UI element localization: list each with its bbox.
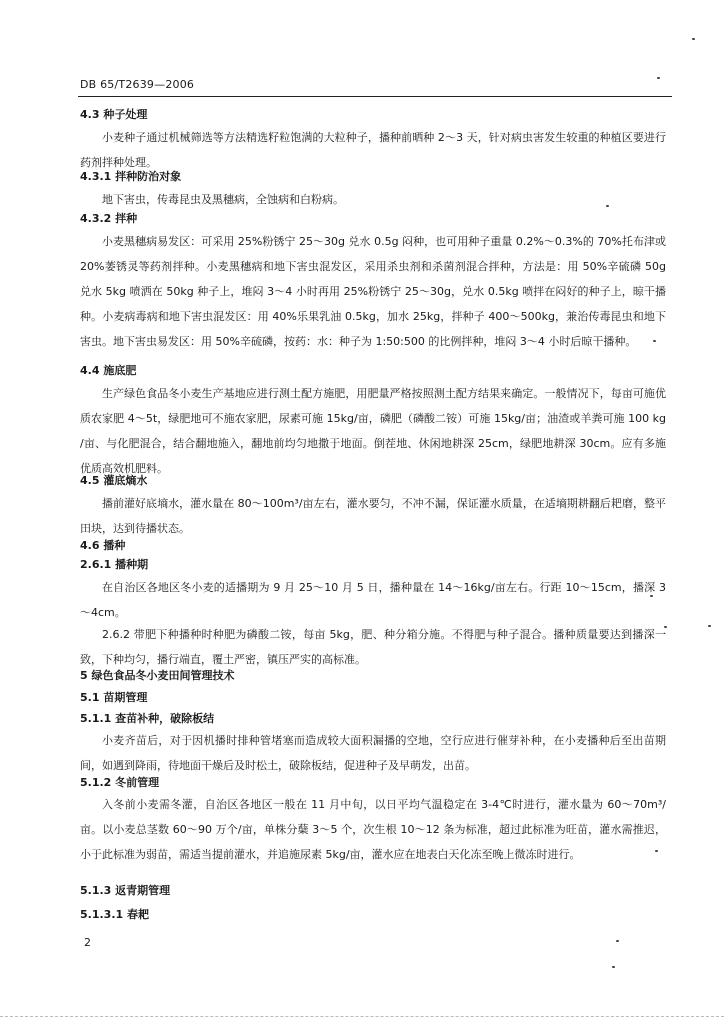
- page-number: 2: [84, 936, 91, 949]
- paragraph-4-3: 小麦种子通过机械筛选等方法精选籽粒饱满的大粒种子，播种前晒种 2～3 天，针对病虫害发生较重的种植区要进行药剂拌种处理。: [80, 131, 666, 169]
- scan-edge: [0, 1016, 724, 1017]
- standard-code: DB 65/T2639—2006: [80, 78, 195, 91]
- paragraph-4-3-1: 地下害虫，传毒昆虫及黑穗病，全蚀病和白粉病。: [102, 193, 344, 206]
- paragraph-5-1-2: 入冬前小麦需冬灌，自治区各地区一般在 11 月中旬，以日平均气温稳定在 3-4℃时进行，灌水量为 60～70m³/亩。以小麦总茎数 60～90 万个/亩，单株分蘖 3～5 个，次生根 10～12 条为标准，超过此标准为旺苗，灌水需推迟，小于此标准为弱苗，需适当提前灌水，并追施尿素 5kg/亩，灌水应在地表白天化冻至晚上微冻时进行。: [80, 798, 666, 861]
- heading-4-3-1: 4.3.1 拌种防治对象: [80, 170, 182, 183]
- heading-2-6-1: 2.6.1 播种期: [80, 558, 149, 571]
- heading-4-3: 4.3 种子处理: [80, 108, 148, 121]
- heading-4-6: 4.6 播种: [80, 539, 126, 552]
- heading-5-1-3-1: 5.1.3.1 春耙: [80, 908, 149, 921]
- heading-5-1-1: 5.1.1 查苗补种，破除板结: [80, 712, 215, 725]
- scan-speck: [653, 340, 656, 342]
- scan-speck: [664, 626, 667, 628]
- heading-5-1: 5.1 苗期管理: [80, 691, 148, 704]
- heading-5-1-3: 5.1.3 返青期管理: [80, 884, 171, 897]
- scan-speck: [655, 850, 658, 852]
- scan-speck: [692, 38, 695, 40]
- scan-speck: [612, 966, 615, 968]
- heading-4-5: 4.5 灌底熵水: [80, 474, 148, 487]
- scan-speck: [650, 595, 653, 597]
- scan-speck: [657, 77, 660, 79]
- heading-5-1-2: 5.1.2 冬前管理: [80, 776, 160, 789]
- scan-speck: [606, 205, 609, 207]
- heading-4-3-2: 4.3.2 拌种: [80, 212, 138, 225]
- paragraph-2-6-2: 2.6.2 带肥下种播种时种肥为磷酸二铵，每亩 5kg，肥、种分箱分施。不得肥与种子混合。播种质量要达到播深一致，下种均匀，播行端直，覆土严密，镇压严实的高标准。: [80, 628, 666, 666]
- scan-speck: [616, 940, 619, 942]
- header-rule: [78, 96, 672, 97]
- paragraph-2-6-1: 在自治区各地区冬小麦的适播期为 9 月 25～10 月 5 日，播种量在 14～16kg/亩左右。行距 10～15cm，播深 3～4cm。: [80, 581, 666, 619]
- scan-speck: [708, 625, 711, 627]
- heading-4-4: 4.4 施底肥: [80, 364, 137, 377]
- heading-5: 5 绿色食品冬小麦田间管理技术: [80, 669, 235, 682]
- paragraph-4-4: 生产绿色食品冬小麦生产基地应进行测土配方施肥，用肥量严格按照测土配方结果来确定。一般情况下，每亩可施优质农家肥 4～5t，绿肥地可不施农家肥，尿素可施 15kg/亩，磷肥（磷酸二铵）可施 15kg/亩；油渣或羊粪可施 100 kg /亩、与化肥混合，结合翻地施入，翻地前均匀地撒于地面。倒茬地、休闲地耕深 25cm，绿肥地耕深 30cm。应有多施优质高效机肥料。: [80, 387, 666, 475]
- paragraph-4-3-2: 小麦黑穗病易发区：可采用 25%粉锈宁 25～30g 兑水 0.5g 闷种，也可用种子重量 0.2%～0.3%的 70%托布津或 20%萎锈灵等药剂拌种。小麦黑穗病和地下害虫混发区，采用杀虫剂和杀菌剂混合拌种，方法是：用 50%辛硫磷 50g 兑水 5kg 喷洒在 50kg 种子上，堆闷 3～4 小时再用 25%粉锈宁 25～30g，兑水 0.5kg 喷拌在闷好的种子上，晾干播种。小麦病毒病和地下害虫混发区：用 40%乐果乳油 0.5kg，加水 25kg，拌种子 400～500kg，兼治传毒昆虫和地下害虫。地下害虫易发区：用 50%辛硫磷，按药：水：种子为 1:50:500 的比例拌种，堆闷 3～4 小时后晾干播种。: [80, 235, 666, 348]
- paragraph-4-5: 播前灌好底墒水，灌水量在 80～100m³/亩左右，灌水要匀，不冲不漏，保证灌水质量，在适墒期耕翻后耙磨，整平田块，达到待播状态。: [80, 497, 666, 535]
- paragraph-5-1-1: 小麦齐苗后，对于因机播时排种管堵塞而造成较大面积漏播的空地，空行应进行催芽补种，在小麦播种后至出苗期间，如遇到降雨，待地面干燥后及时松土，破除板结，促进种子及早萌发，出苗。: [80, 734, 666, 772]
